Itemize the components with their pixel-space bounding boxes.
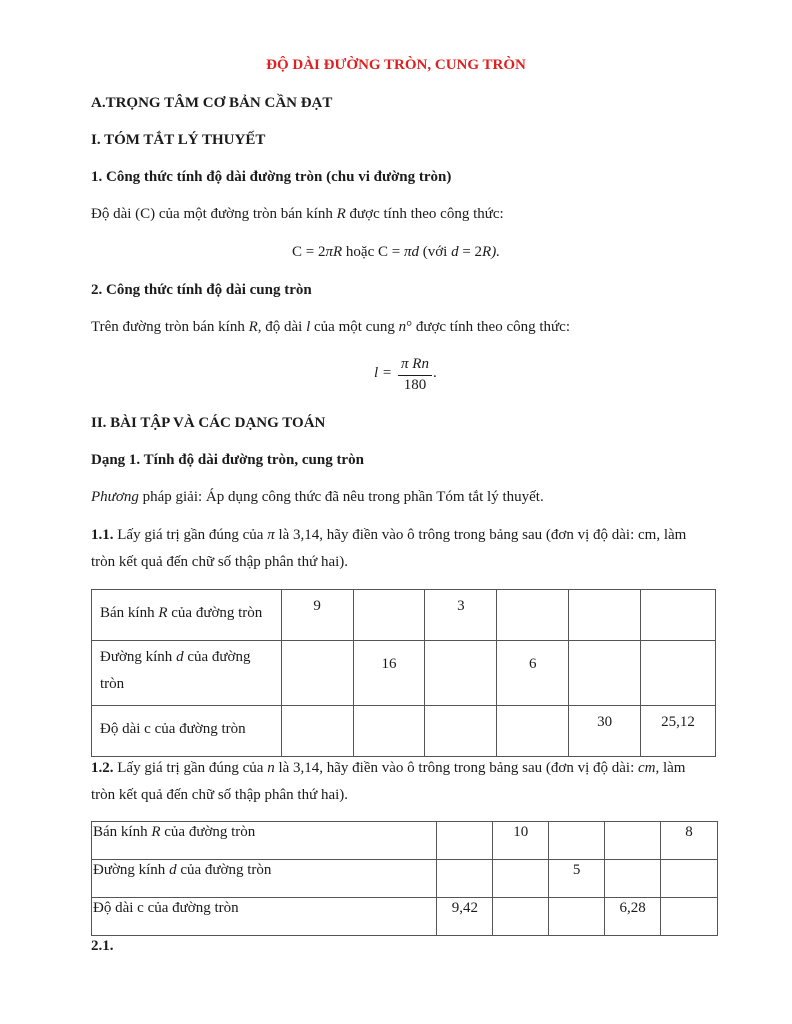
exercise-1-2-table xyxy=(91,821,718,936)
row-label-diameter: Đường kính d của đường tròn xyxy=(92,860,437,898)
table-cell[interactable]: 25,12 xyxy=(641,706,716,757)
table-cell[interactable]: 16 xyxy=(353,641,425,706)
table-row xyxy=(92,641,716,706)
table-cell[interactable] xyxy=(605,822,661,860)
exercise-1-2-line2: tròn kết quả đến chữ số thập phân thứ hai). xyxy=(91,787,349,803)
table-cell[interactable] xyxy=(353,590,425,641)
formula-numerator: π Rn xyxy=(401,356,429,372)
item1-heading: 1. Công thức tính độ dài đường tròn (chu vi đường tròn) xyxy=(91,169,452,185)
table-cell[interactable] xyxy=(549,822,605,860)
section-i-heading: I. TÓM TẮT LÝ THUYẾT xyxy=(91,132,266,148)
table-cell[interactable] xyxy=(497,706,569,757)
table-row xyxy=(92,590,716,641)
table-row xyxy=(92,898,718,936)
row-label-radius: Bán kính R của đường tròn xyxy=(92,822,437,860)
table-cell[interactable] xyxy=(425,641,497,706)
formula-lhs: l = xyxy=(374,365,393,381)
table-row xyxy=(92,822,718,860)
table-cell[interactable] xyxy=(425,706,497,757)
table-cell[interactable]: 9,42 xyxy=(437,898,493,936)
table-cell[interactable] xyxy=(493,898,549,936)
exercise-1-2-line1: 1.2. Lấy giá trị gần đúng của n là 3,14, hãy điền vào ô trông trong bảng sau (đơn vị độ dài: cm, làm xyxy=(91,760,686,776)
exercise-1-1-table xyxy=(91,589,716,757)
table-cell[interactable] xyxy=(569,590,641,641)
table-cell[interactable] xyxy=(497,590,569,641)
table-cell[interactable] xyxy=(549,898,605,936)
table-cell[interactable] xyxy=(661,898,718,936)
table-cell[interactable] xyxy=(353,706,425,757)
table-cell[interactable] xyxy=(641,641,716,706)
table-cell[interactable] xyxy=(569,641,641,706)
table-row xyxy=(92,706,716,757)
table-cell[interactable]: 6 xyxy=(497,641,569,706)
table-cell[interactable] xyxy=(437,822,493,860)
dang1-heading: Dạng 1. Tính độ dài đường tròn, cung tròn xyxy=(91,452,364,468)
table-cell[interactable]: 10 xyxy=(493,822,549,860)
table-cell[interactable]: 5 xyxy=(549,860,605,898)
circumference-formula: C = 2πR hoặc C = πd (với d = 2R). xyxy=(292,244,500,260)
table-cell[interactable]: 8 xyxy=(661,822,718,860)
item2-text: Trên đường tròn bán kính R, độ dài l của một cung n° được tính theo công thức: xyxy=(91,319,570,335)
exercise-1-1-line2: tròn kết quả đến chữ số thập phân thứ hai). xyxy=(91,554,349,570)
row-label-length: Độ dài c của đường tròn xyxy=(92,898,437,936)
table-cell[interactable]: 3 xyxy=(425,590,497,641)
section-a-heading: A.TRỌNG TÂM CƠ BẢN CẦN ĐẠT xyxy=(91,95,333,111)
exercise-1-1-line1: 1.1. Lấy giá trị gần đúng của π là 3,14, hãy điền vào ô trông trong bảng sau (đơn vị độ dài: cm, làm xyxy=(91,527,687,543)
row-label-diameter: Đường kính d của đường tròn xyxy=(92,641,282,706)
formula-denominator: 180 xyxy=(403,377,427,393)
row-label-length: Độ dài c của đường tròn xyxy=(92,706,282,757)
table-cell[interactable] xyxy=(641,590,716,641)
row-label-radius: Bán kính R của đường tròn xyxy=(92,590,282,641)
exercise-2-1-label: 2.1. xyxy=(91,938,114,954)
table-cell[interactable]: 30 xyxy=(569,706,641,757)
fraction-bar xyxy=(398,375,432,376)
table-cell[interactable] xyxy=(437,860,493,898)
item2-heading: 2. Công thức tính độ dài cung tròn xyxy=(91,282,312,298)
method-text: Phương pháp giải: Áp dụng công thức đã nêu trong phần Tóm tắt lý thuyết. xyxy=(91,489,544,505)
table-cell[interactable] xyxy=(281,706,353,757)
table-cell[interactable] xyxy=(493,860,549,898)
section-ii-heading: II. BÀI TẬP VÀ CÁC DẠNG TOÁN xyxy=(91,415,326,431)
document-title: ĐỘ DÀI ĐƯỜNG TRÒN, CUNG TRÒN xyxy=(266,57,526,73)
item1-text: Độ dài (C) của một đường tròn bán kính R được tính theo công thức: xyxy=(91,206,504,222)
table-cell[interactable]: 6,28 xyxy=(605,898,661,936)
table-row xyxy=(92,860,718,898)
table-cell[interactable] xyxy=(281,641,353,706)
table-cell[interactable]: 9 xyxy=(281,590,353,641)
table-cell[interactable] xyxy=(605,860,661,898)
formula-end: . xyxy=(433,365,437,381)
table-cell[interactable] xyxy=(661,860,718,898)
